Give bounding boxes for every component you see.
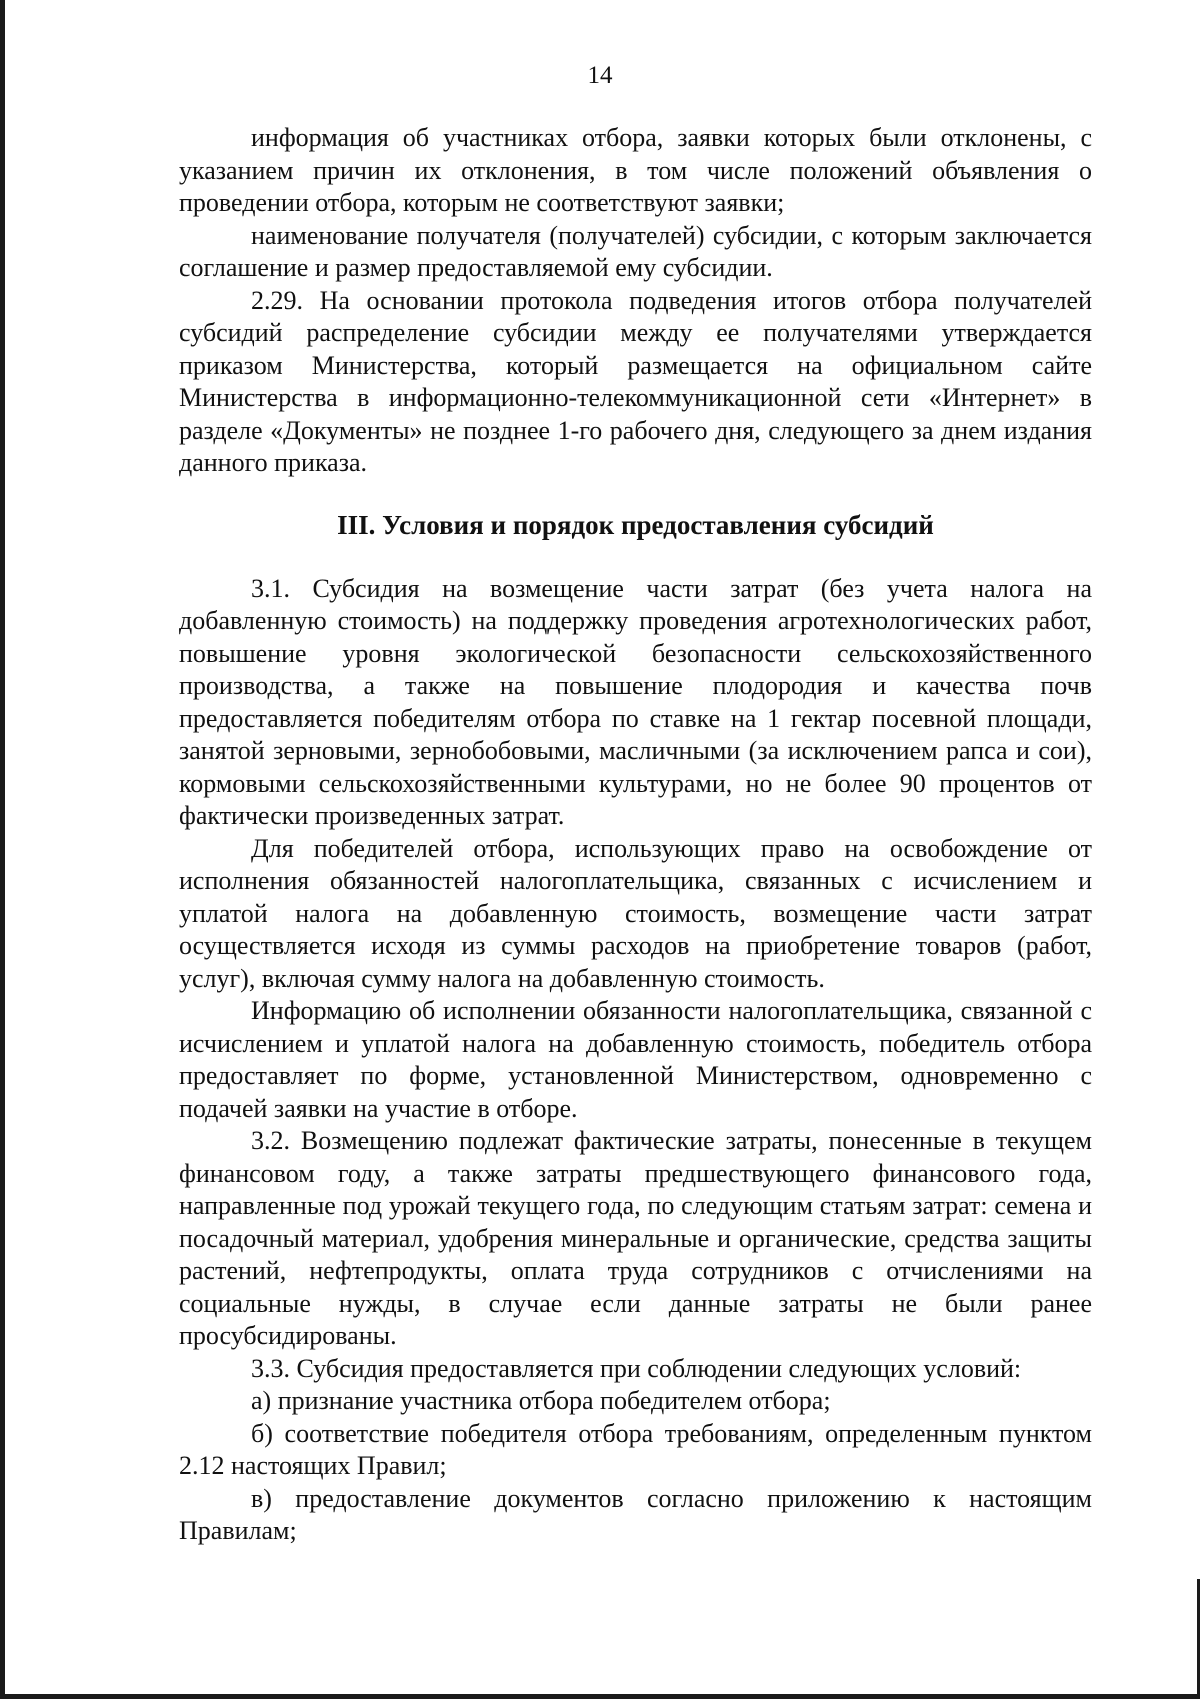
paragraph-condition-a: а) признание участника отбора победителем отбора; [251,1386,831,1415]
paragraph-vat-exemption: Для победителей отбора, использующих право на освобождение от исполнения обязанностей налогоплательщика, связанных с исчислением и уплатой налога на добавленную стоимость, возмещение части затрат осуществляется исходя из суммы расходов на приобретение товаров (работ, услуг), включая сумму налога на добавленную стоимость. [179,833,1092,993]
paragraph-condition-v: в) предоставление документов согласно приложению к настоящим Правилам; [179,1483,1092,1545]
paragraph-vat-information: Информацию об исполнении обязанности налогоплательщика, связанной с исчислением и уплатой налога на добавленную стоимость, победитель отбора предоставляет по форме, установленной Министерством, одновременно с подачей заявки на участие в отборе. [179,996,1092,1123]
scan-border-bottom [0,1694,1200,1699]
paragraph-3-2: 3.2. Возмещению подлежат фактические затраты, понесенные в текущем финансовом году, а также затраты предшествующего финансового года, направленные под урожай текущего года, по следующим статьям затрат: семена и посадочный материал, удобрения минеральные и органические, средства защиты растений, нефтепродукты, оплата труда сотрудников с отчислениями на социальные нужды, в случае если данные затраты не были ранее просубсидированы. [179,1126,1092,1350]
paragraph-rejected-participants-info: информация об участниках отбора, заявки которых были отклонены, с указанием причин их отклонения, в том числе положений объявления о проведении отбора, которым не соответствуют заявки; [179,123,1092,217]
scan-border-left [0,0,5,1699]
paragraph-condition-b: б) соответствие победителя отбора требованиям, определенным пунктом 2.12 настоящих Правил; [179,1418,1092,1480]
document-body [179,122,1092,1548]
paragraph-3-1: 3.1. Субсидия на возмещение части затрат (без учета налога на добавленную стоимость) на поддержку проведения агротехнологических работ, повышение уровня экологической безопасности сельскохозяйственного производства, а также на повышение плодородия и качества почв предоставляется победителям отбора по ставке на 1 гектар посевной площади, занятой зерновыми, зернобобовыми, масличными (за исключением рапса и сои), кормовыми сельскохозяйственными культурами, но не более 90 процентов от фактически произведенных затрат. [179,573,1092,830]
paragraph-2-29: 2.29. На основании протокола подведения итогов отбора получателей субсидий распределение субсидии между ее получателями утверждается приказом Министерства, который размещается на официальном сайте Министерства в информационно-телекоммуникационной сети «Интернет» в разделе «Документы» не позднее 1-го рабочего дня, следующего за днем издания данного приказа. [179,285,1092,477]
page-number: 14 [587,62,613,89]
section-heading: III. Условия и порядок предоставления субсидий [337,509,934,540]
paragraph-recipient-name: наименование получателя (получателей) субсидии, с которым заключается соглашение и размер предоставляемой ему субсидии. [179,220,1092,282]
paragraph-3-3: 3.3. Субсидия предоставляется при соблюдении следующих условий: [251,1353,1022,1383]
